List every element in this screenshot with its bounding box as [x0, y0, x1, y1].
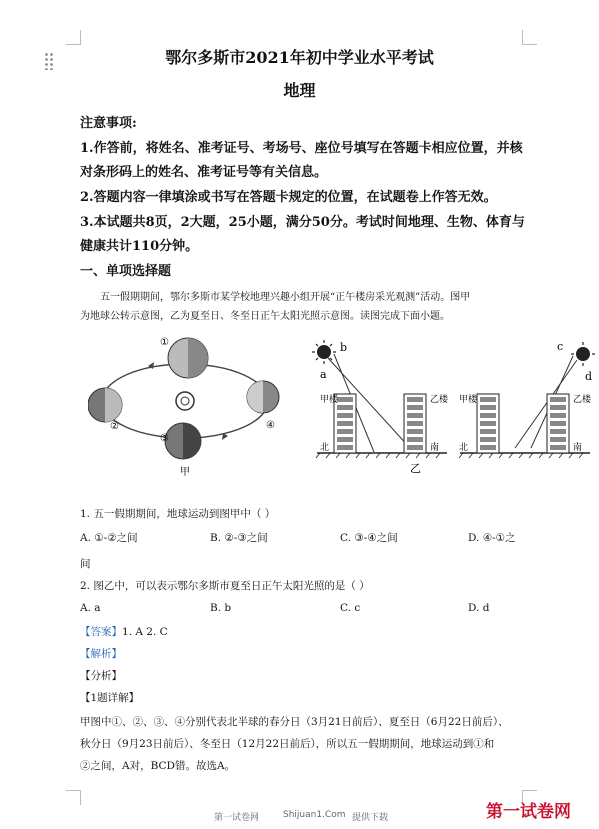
section-heading: 一、单项选择题 — [80, 264, 172, 279]
question-2-stem: 2. 图乙中，可以表示鄂尔多斯市夏至日正午太阳光照的是（ ） — [80, 580, 370, 592]
q1-option: B. ②-③之间 — [210, 532, 268, 544]
footer-site-name: 第一试卷网 — [214, 813, 260, 823]
doc-title: 鄂尔多斯市2021年初中学业水平考试 — [165, 48, 434, 67]
detail-line: 秋分日（9月23日前后）、冬至日（12月22日前后），所以五一假期期间，地球运动到①和 — [80, 738, 495, 750]
figure-yi-right-panel — [455, 340, 595, 465]
building-label: 乙楼 — [573, 395, 592, 405]
notice-line: 2.答题内容一律填涂或书写在答题卡规定的位置，在试题卷上作答无效。 — [80, 190, 497, 205]
figure-jia-caption: 甲 — [180, 467, 190, 478]
direction-label: 南 — [430, 443, 440, 453]
direction-label: 北 — [320, 443, 330, 453]
q1-option-wrap: 间 — [80, 558, 91, 570]
answer-row — [80, 624, 168, 639]
direction-label: 南 — [573, 443, 583, 453]
building-label: 乙楼 — [430, 395, 449, 405]
q1-option: D. ④-①之 — [468, 532, 516, 544]
footer-site-url[interactable]: Shijuan1.Com — [283, 810, 346, 820]
position-label: ④ — [266, 420, 275, 431]
intro-line: 五一假期期间，鄂尔多斯市某学校地理兴趣小组开展“正午楼房采光观测”活动。图甲 — [100, 292, 471, 303]
position-label: ③ — [160, 433, 169, 444]
ray-label: b — [340, 341, 348, 354]
intro-line: 为地球公转示意图，乙为夏至日、冬至日正午太阳光照示意图。读图完成下面小题。 — [80, 311, 450, 322]
building-label: 甲楼 — [459, 395, 478, 405]
notice-line: 健康共计110分钟。 — [80, 239, 199, 254]
q1-option: C. ③-④之间 — [340, 532, 398, 544]
q2-option: A. a — [80, 602, 101, 614]
notice-heading: 注意事项: — [80, 116, 137, 131]
ray-label: c — [557, 340, 564, 353]
ray-label: d — [585, 370, 593, 383]
detail-label: 【1题详解】 — [80, 692, 140, 704]
position-label: ① — [160, 337, 169, 348]
notice-line: 1.作答前，将姓名、准考证号、考场号、座位号填写在答题卡相应位置，并核 — [80, 141, 523, 156]
sun-icon — [571, 342, 595, 366]
direction-label: 北 — [459, 443, 469, 453]
figure-yi-left-panel — [312, 340, 452, 475]
question-1-stem: 1. 五一假期期间，地球运动到图甲中（ ） — [80, 508, 276, 520]
q2-option: B. b — [210, 602, 232, 614]
building-label: 甲楼 — [320, 395, 339, 405]
corner-mark-top-left — [66, 30, 81, 45]
brand-logo: 第一试卷网 — [486, 802, 571, 822]
analysis-label: 【解析】 — [80, 648, 122, 660]
doc-subject: 地理 — [283, 81, 316, 100]
footer-download-text: 提供下载 — [352, 813, 389, 823]
answer-value: 1. A 2. C — [122, 626, 168, 638]
detail-line: ②之间，A对，BCD错。故选A。 — [80, 760, 236, 772]
detail-line: 甲图中①、②、③、④分别代表北半球的春分日（3月21日前后）、夏至日（6月22日前后）、 — [80, 716, 509, 728]
corner-mark-top-right — [522, 30, 537, 45]
position-label: ② — [110, 421, 119, 432]
corner-mark-bottom-left — [66, 790, 81, 805]
notice-line: 3.本试题共8页，2大题，25小题，满分50分。考试时间地理、生物、体育与 — [80, 215, 525, 230]
q2-option: C. c — [340, 602, 361, 614]
sun-icon — [312, 340, 336, 364]
sun-icon — [176, 392, 194, 410]
q2-option: D. d — [468, 602, 490, 614]
notice-line: 对条形码上的姓名、准考证号等有关信息。 — [80, 165, 328, 180]
fenxi-label: 【分析】 — [80, 670, 122, 682]
answer-label: 【答案】 — [80, 626, 122, 638]
figure-jia-orbit — [88, 333, 288, 483]
q1-option: A. ①-②之间 — [80, 532, 138, 544]
ray-label: a — [320, 368, 327, 381]
figure-yi-caption: 乙 — [410, 462, 421, 475]
